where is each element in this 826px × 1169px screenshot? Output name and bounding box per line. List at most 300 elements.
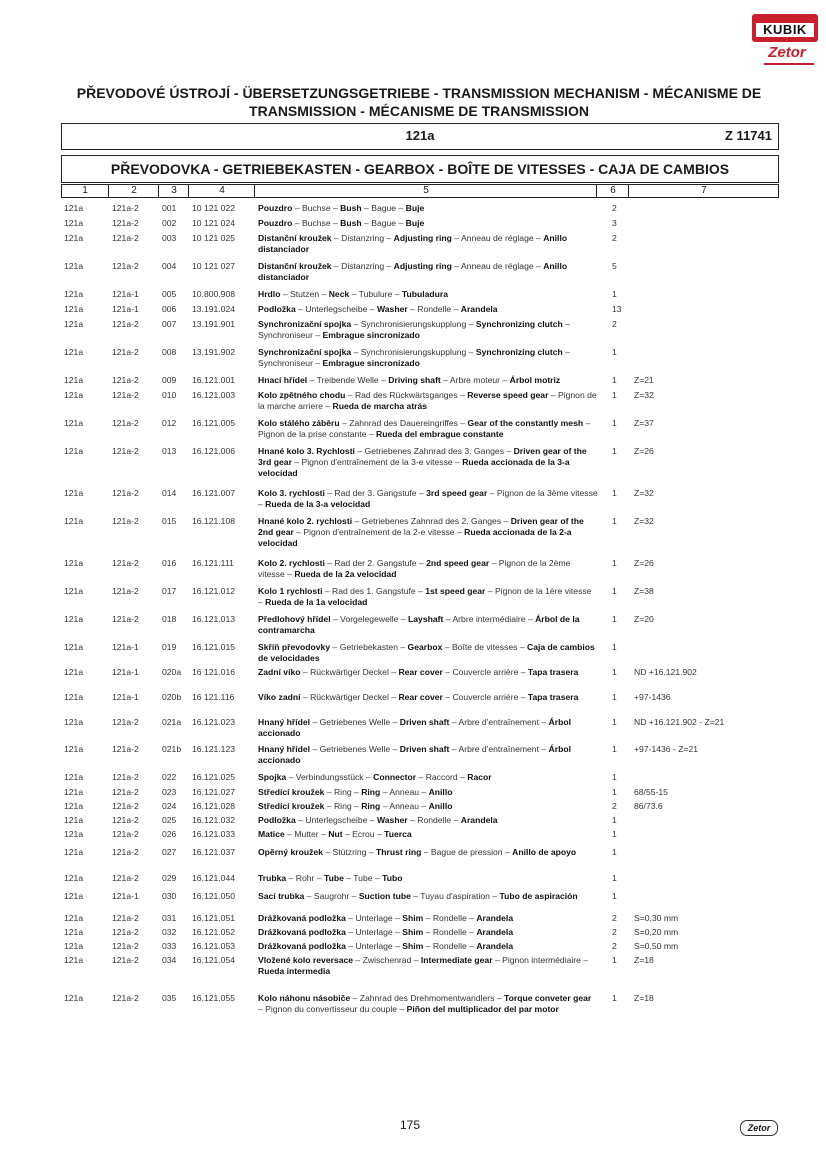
description-en: Shim xyxy=(402,941,424,951)
description-en: Reverse speed gear xyxy=(467,390,549,400)
description-es: Tapa trasera xyxy=(527,692,579,702)
description-fr: Pignon de la 3ème vitesse xyxy=(496,488,598,498)
cell-position: 017 xyxy=(162,586,177,596)
description-fr: Rondelle xyxy=(432,927,467,937)
cell-figure: 121a-2 xyxy=(112,801,139,811)
cell-description: Hnaný hřídel – Getriebenes Welle – Driven shaft – Arbre d'entraînement – Árbol accionado xyxy=(258,717,571,738)
logo-kubik-text: KUBIK xyxy=(756,23,814,37)
description-es: Tubuladura xyxy=(401,289,448,299)
description-es: Embrague sincronizado xyxy=(322,358,420,368)
cell-position: 021a xyxy=(162,717,182,727)
cell-group: 121a xyxy=(64,319,84,329)
description-cz: Matice xyxy=(258,829,285,839)
description-fr: Arbre d'entraînement xyxy=(458,744,539,754)
cell-position: 004 xyxy=(162,261,177,271)
cell-part-number: 16.121.023 xyxy=(192,717,236,727)
cell-quantity: 1 xyxy=(612,390,617,400)
description-cz: Kolo 3. rychlosti xyxy=(258,488,325,498)
cell-position: 007 xyxy=(162,319,177,329)
description-es: Rueda accionada de la 2-a velocidad xyxy=(258,527,572,548)
cell-note: Z=32 xyxy=(634,488,654,498)
cell-quantity: 1 xyxy=(612,586,617,596)
description-cz: Podložka xyxy=(258,815,296,825)
description-de: Treibende Welle xyxy=(316,375,379,385)
description-es: Tapa trasera xyxy=(527,667,579,677)
cell-note: S=0,30 mm xyxy=(634,913,679,923)
cell-quantity: 1 xyxy=(612,446,617,456)
description-cz: Předlohový hřídel xyxy=(258,614,331,624)
cell-part-number: 16.121.025 xyxy=(192,772,236,782)
description-cz: Víko zadní xyxy=(258,692,301,702)
cell-figure: 121a-2 xyxy=(112,347,139,357)
cell-quantity: 1 xyxy=(612,829,617,839)
column-header: 4 xyxy=(188,185,255,197)
footer-zetor-logo: Zetor xyxy=(740,1120,778,1136)
cell-position: 032 xyxy=(162,927,177,937)
cell-group: 121a xyxy=(64,772,84,782)
cell-position: 035 xyxy=(162,993,177,1003)
description-fr: Ecrou xyxy=(352,829,375,839)
cell-note: S=0,20 mm xyxy=(634,927,679,937)
cell-group: 121a xyxy=(64,390,84,400)
description-fr: Tubulure xyxy=(358,289,393,299)
cell-quantity: 1 xyxy=(612,614,617,624)
cell-description: Spojka – Verbindungsstück – Connector – Raccord – Racor xyxy=(258,772,492,782)
description-es: Rueda intermedia xyxy=(258,966,331,976)
description-de: Buchse xyxy=(301,218,331,228)
description-cz: Hrdlo xyxy=(258,289,281,299)
cell-figure: 121a-2 xyxy=(112,913,139,923)
cell-group: 121a xyxy=(64,847,84,857)
cell-position: 001 xyxy=(162,203,177,213)
cell-description: Sací trubka – Saugrohr – Suction tube – Tuyau d'aspiration – Tubo de aspiración xyxy=(258,891,578,901)
cell-group: 121a xyxy=(64,218,84,228)
cell-description: Trubka – Rohr – Tube – Tube – Tubo xyxy=(258,873,403,883)
cell-quantity: 1 xyxy=(612,642,617,652)
description-fr: Synchroniseur xyxy=(258,358,313,368)
description-en: Driven shaft xyxy=(399,717,450,727)
cell-description: Středící kroužek – Ring – Ring – Anneau – Anillo xyxy=(258,787,453,797)
cell-figure: 121a-1 xyxy=(112,891,139,901)
column-header: 2 xyxy=(108,185,159,197)
cell-note: ND +16.121.902 - Z=21 xyxy=(634,717,725,727)
description-es: Anillo distanciador xyxy=(258,233,568,254)
cell-note: Z=37 xyxy=(634,418,654,428)
description-en: Driven gear of the 2nd gear xyxy=(258,516,584,537)
cell-group: 121a xyxy=(64,614,84,624)
cell-description: Drážkovaná podložka – Unterlage – Shim – Rondelle – Arandela xyxy=(258,941,514,951)
cell-group: 121a xyxy=(64,815,84,825)
description-es: Caja de cambios de velocidades xyxy=(258,642,595,663)
cell-quantity: 1 xyxy=(612,815,617,825)
cell-part-number: 16 121.116 xyxy=(192,692,235,702)
description-fr: Pignon du convertisseur du couple xyxy=(265,1004,398,1014)
cell-position: 031 xyxy=(162,913,177,923)
description-cz: Trubka xyxy=(258,873,287,883)
description-cz: Distanční kroužek xyxy=(258,233,332,243)
description-en: 2nd speed gear xyxy=(426,558,490,568)
description-fr: Raccord xyxy=(425,772,458,782)
description-en: Adjusting ring xyxy=(393,233,452,243)
description-de: Unterlegscheibe xyxy=(305,304,368,314)
cell-figure: 121a-2 xyxy=(112,203,139,213)
description-fr: Arbre intermédiaire xyxy=(452,614,526,624)
description-es: Rueda de marcha atrás xyxy=(332,401,428,411)
description-de: Rückwärtiger Deckel xyxy=(310,692,389,702)
cell-note: Z=38 xyxy=(634,586,654,596)
cell-part-number: 16.121.052 xyxy=(192,927,236,937)
description-cz: Pouzdro xyxy=(258,218,293,228)
cell-position: 013 xyxy=(162,446,177,456)
description-fr: Pignon de la prise constante xyxy=(258,429,367,439)
cell-group: 121a xyxy=(64,516,84,526)
cell-group: 121a xyxy=(64,941,84,951)
description-cz: Synchronizační spojka xyxy=(258,319,352,329)
cell-position: 027 xyxy=(162,847,177,857)
description-de: Rohr xyxy=(295,873,315,883)
cell-position: 023 xyxy=(162,787,177,797)
cell-group: 121a xyxy=(64,488,84,498)
cell-figure: 121a-2 xyxy=(112,558,139,568)
cell-group: 121a xyxy=(64,717,84,727)
subtitle-box xyxy=(61,155,779,183)
description-en: Nut xyxy=(328,829,343,839)
cell-figure: 121a-1 xyxy=(112,667,139,677)
logo-underline xyxy=(764,63,814,65)
description-es: Arandela xyxy=(460,304,498,314)
cell-part-number: 16.121.044 xyxy=(192,873,236,883)
cell-part-number: 16.121.054 xyxy=(192,955,236,965)
description-cz: Kolo 1 rychlosti xyxy=(258,586,323,596)
column-header-row xyxy=(61,184,779,198)
description-fr: Bague de pression xyxy=(430,847,503,857)
description-es: Arandela xyxy=(460,815,498,825)
cell-part-number: 16 121.016 xyxy=(192,667,236,677)
description-en: Suction tube xyxy=(358,891,411,901)
cell-quantity: 1 xyxy=(612,891,617,901)
cell-figure: 121a-2 xyxy=(112,586,139,596)
cell-note: Z=18 xyxy=(634,993,654,1003)
description-de: Ring xyxy=(333,801,352,811)
description-cz: Sací trubka xyxy=(258,891,305,901)
description-es: Anillo distanciador xyxy=(258,261,568,282)
description-cz: Distanční kroužek xyxy=(258,261,332,271)
description-es: Arandela xyxy=(476,941,514,951)
cell-description: Hnané kolo 2. rychlosti – Getriebenes Zahnrad des 2. Ganges – Driven gear of the 2nd gear – Pignon d'entraînement de la 2-e vitesse – Rueda accionada de la 2-a velocidad xyxy=(258,516,584,548)
description-de: Unterlage xyxy=(355,927,393,937)
description-es: Arandela xyxy=(476,927,514,937)
description-cz: Drážkovaná podložka xyxy=(258,913,346,923)
logo-zetor-text: Zetor xyxy=(768,44,806,61)
cell-figure: 121a-2 xyxy=(112,516,139,526)
description-fr: Rondelle xyxy=(432,913,467,923)
description-cz: Středící kroužek xyxy=(258,787,325,797)
cell-note: Z=26 xyxy=(634,446,654,456)
cell-group: 121a xyxy=(64,289,84,299)
cell-quantity: 2 xyxy=(612,913,617,923)
cell-quantity: 2 xyxy=(612,203,617,213)
cell-description: Pouzdro – Buchse – Bush – Bague – Buje xyxy=(258,218,425,228)
cell-figure: 121a-2 xyxy=(112,829,139,839)
description-fr: Rondelle xyxy=(432,941,467,951)
cell-description: Matice – Mutter – Nut – Ecrou – Tuerca xyxy=(258,829,412,839)
section-code: 121a xyxy=(405,128,435,143)
description-fr: Pignon de la 1ère vitesse xyxy=(494,586,592,596)
description-es: Buje xyxy=(405,203,425,213)
cell-position: 019 xyxy=(162,642,177,652)
description-en: Washer xyxy=(376,815,408,825)
cell-description: Skříň převodovky – Getriebekasten – Gearbox – Boîte de vitesses – Caja de cambios de velocidades xyxy=(258,642,595,663)
cell-figure: 121a-2 xyxy=(112,218,139,228)
description-en: Driven gear of the 3rd gear xyxy=(258,446,587,467)
description-cz: Opěrný kroužek xyxy=(258,847,323,857)
description-fr: Rondelle xyxy=(417,815,452,825)
cell-group: 121a xyxy=(64,829,84,839)
cell-position: 020a xyxy=(162,667,182,677)
cell-quantity: 1 xyxy=(612,516,617,526)
cell-description: Podložka – Unterlegscheibe – Washer – Rondelle – Arandela xyxy=(258,304,498,314)
cell-position: 030 xyxy=(162,891,177,901)
cell-description: Pouzdro – Buchse – Bush – Bague – Buje xyxy=(258,203,425,213)
cell-note: Z=21 xyxy=(634,375,654,385)
description-en: 1st speed gear xyxy=(425,586,486,596)
cell-part-number: 16.121.050 xyxy=(192,891,236,901)
cell-figure: 121a-2 xyxy=(112,787,139,797)
description-es: Embrague sincronizado xyxy=(322,330,420,340)
cell-part-number: 16.121.055 xyxy=(192,993,236,1003)
cell-position: 029 xyxy=(162,873,177,883)
description-cz: Středící kroužek xyxy=(258,801,325,811)
description-en: Shim xyxy=(402,927,424,937)
cell-figure: 121a-2 xyxy=(112,744,139,754)
cell-description: Víko zadní – Rückwärtiger Deckel – Rear cover – Couvercle arrière – Tapa trasera xyxy=(258,692,579,702)
description-cz: Vložené kolo reversace xyxy=(258,955,354,965)
description-cz: Kolo stálého záběru xyxy=(258,418,340,428)
cell-quantity: 1 xyxy=(612,692,617,702)
cell-part-number: 16.121.123 xyxy=(192,744,236,754)
description-de: Rad des Rückwärtsganges xyxy=(354,390,458,400)
cell-position: 010 xyxy=(162,390,177,400)
description-es: Rueda de la 2a velocidad xyxy=(294,569,397,579)
cell-position: 020b xyxy=(162,692,182,702)
cell-part-number: 16.121.012 xyxy=(192,586,236,596)
cell-figure: 121a-2 xyxy=(112,873,139,883)
cell-part-number: 16.121.015 xyxy=(192,642,236,652)
cell-position: 016 xyxy=(162,558,177,568)
cell-group: 121a xyxy=(64,446,84,456)
description-fr: Bague xyxy=(371,203,397,213)
cell-description: Podložka – Unterlegscheibe – Washer – Rondelle – Arandela xyxy=(258,815,498,825)
cell-note: Z=20 xyxy=(634,614,654,624)
description-fr: Tube xyxy=(353,873,373,883)
cell-description: Vložené kolo reversace – Zwischenrad – Intermediate gear – Pignon intermédiaire – Rueda intermedia xyxy=(258,955,589,976)
cell-quantity: 3 xyxy=(612,218,617,228)
description-fr: Pignon de la 2ème vitesse xyxy=(258,558,571,579)
cell-part-number: 16.121.051 xyxy=(192,913,236,923)
description-en: Rear cover xyxy=(398,692,443,702)
description-fr: Anneau de réglage xyxy=(461,261,534,271)
description-fr: Boîte de vitesses xyxy=(451,642,518,652)
cell-group: 121a xyxy=(64,955,84,965)
cell-group: 121a xyxy=(64,891,84,901)
cell-position: 021b xyxy=(162,744,182,754)
cell-quantity: 1 xyxy=(612,873,617,883)
cell-part-number: 10 121 022 xyxy=(192,203,236,213)
cell-part-number: 16.121.028 xyxy=(192,801,236,811)
cell-quantity: 1 xyxy=(612,289,617,299)
cell-group: 121a xyxy=(64,787,84,797)
description-cz: Synchronizační spojka xyxy=(258,347,352,357)
description-cz: Hnané kolo 3. Rychlosti xyxy=(258,446,355,456)
description-es: Anillo xyxy=(428,801,453,811)
cell-description: Synchronizační spojka – Synchronisierungskupplung – Synchronizing clutch – Synchroniseur – Embrague sincronizado xyxy=(258,347,570,368)
description-fr: Anneau xyxy=(389,801,420,811)
description-es: Rueda accionada de la 3-a velocidad xyxy=(258,457,570,478)
description-de: Zahnrad des Dauereingriffes xyxy=(349,418,458,428)
cell-part-number: 16.121.111 xyxy=(192,558,234,568)
description-es: Piñon del multiplicador del par motor xyxy=(406,1004,559,1014)
cell-group: 121a xyxy=(64,744,84,754)
page-title: PŘEVODOVÉ ÚSTROJÍ - ÜBERSETZUNGSGETRIEBE - TRANSMISSION MECHANISM - MÉCANISME DE TRANSMISSION - MÉCANISME DE TRANSMISSION xyxy=(76,85,762,119)
description-cz: Spojka xyxy=(258,772,287,782)
cell-group: 121a xyxy=(64,233,84,243)
description-de: Rad des 1. Gangstufe xyxy=(332,586,416,596)
description-fr: Pignon d'entraînement de la 3-e vitesse xyxy=(301,457,453,467)
cell-position: 034 xyxy=(162,955,177,965)
description-fr: Rondelle xyxy=(417,304,452,314)
description-cz: Hnané kolo 2. rychlosti xyxy=(258,516,353,526)
cell-group: 121a xyxy=(64,801,84,811)
description-de: Ring xyxy=(333,787,352,797)
description-es: Tuerca xyxy=(384,829,412,839)
column-header: 6 xyxy=(596,185,629,197)
cell-position: 009 xyxy=(162,375,177,385)
cell-note: Z=18 xyxy=(634,955,654,965)
cell-part-number: 16.121.108 xyxy=(192,516,236,526)
cell-group: 121a xyxy=(64,203,84,213)
cell-part-number: 16.121.032 xyxy=(192,815,236,825)
cell-quantity: 1 xyxy=(612,667,617,677)
cell-description: Opěrný kroužek – Stützring – Thrust ring – Bague de pression – Anillo de apoyo xyxy=(258,847,577,857)
cell-part-number: 13.191.901 xyxy=(192,319,236,329)
cell-part-number: 16.121.037 xyxy=(192,847,236,857)
description-cz: Hnaný hřídel xyxy=(258,744,311,754)
cell-description: Zadní víko – Rückwärtiger Deckel – Rear cover – Couvercle arrière – Tapa trasera xyxy=(258,667,579,677)
description-en: Layshaft xyxy=(408,614,444,624)
description-de: Saugrohr xyxy=(313,891,350,901)
description-en: Torque conveter gear xyxy=(503,993,592,1003)
cell-description: Kolo 1 rychlosti – Rad des 1. Gangstufe – 1st speed gear – Pignon de la 1ère vitesse – Rueda de la 1a velocidad xyxy=(258,586,592,607)
description-es: Arandela xyxy=(476,913,514,923)
description-fr: Arbre d'entraînement xyxy=(458,717,539,727)
cell-figure: 121a-2 xyxy=(112,847,139,857)
description-en: Synchronizing clutch xyxy=(475,347,563,357)
page-number: 175 xyxy=(399,1118,421,1132)
cell-description: Hrdlo – Stutzen – Neck – Tubulure – Tubuladura xyxy=(258,289,448,299)
cell-position: 012 xyxy=(162,418,177,428)
cell-figure: 121a-2 xyxy=(112,390,139,400)
description-fr: Bague xyxy=(371,218,397,228)
cell-position: 015 xyxy=(162,516,177,526)
description-de: Synchronisierungskupplung xyxy=(360,319,467,329)
cell-figure: 121a-2 xyxy=(112,319,139,329)
cell-quantity: 1 xyxy=(612,993,617,1003)
section-header-box xyxy=(61,123,779,150)
description-cz: Hnaný hřídel xyxy=(258,717,311,727)
description-fr: Synchroniseur xyxy=(258,330,313,340)
cell-note: Z=26 xyxy=(634,558,654,568)
cell-quantity: 1 xyxy=(612,717,617,727)
cell-quantity: 5 xyxy=(612,261,617,271)
description-de: Getriebenes Welle xyxy=(319,717,391,727)
description-es: Árbol motriz xyxy=(509,375,561,385)
cell-figure: 121a-1 xyxy=(112,692,139,702)
description-en: Gear of the constantly mesh xyxy=(467,418,584,428)
cell-part-number: 13.191.902 xyxy=(192,347,236,357)
cell-group: 121a xyxy=(64,304,84,314)
cell-description: Hnané kolo 3. Rychlosti – Getriebenes Zahnrad des 3. Ganges – Driven gear of the 3rd gear – Pignon d'entraînement de la 3-e vitesse – Rueda accionada de la 3-a velocidad xyxy=(258,446,587,478)
description-cz: Hnací hřídel xyxy=(258,375,308,385)
description-es: Racor xyxy=(467,772,492,782)
cell-part-number: 16.121.013 xyxy=(192,614,236,624)
description-en: Synchronizing clutch xyxy=(475,319,563,329)
cell-description: Středící kroužek – Ring – Ring – Anneau – Anillo xyxy=(258,801,453,811)
cell-quantity: 1 xyxy=(612,488,617,498)
description-en: Neck xyxy=(328,289,350,299)
cell-position: 008 xyxy=(162,347,177,357)
description-fr: Anneau de réglage xyxy=(461,233,534,243)
cell-part-number: 16.121.033 xyxy=(192,829,236,839)
description-de: Stutzen xyxy=(290,289,320,299)
description-de: Zwischenrad xyxy=(362,955,412,965)
description-es: Rueda del embrague constante xyxy=(376,429,504,439)
description-es: Árbol accionado xyxy=(258,744,571,765)
cell-description: Kolo zpětného chodu – Rad des Rückwärtsganges – Reverse speed gear – Pignon de la marche arriere – Rueda de marcha atrás xyxy=(258,390,597,411)
cell-position: 005 xyxy=(162,289,177,299)
subtitle: PŘEVODOVKA - GETRIEBEKASTEN - GEARBOX - BOÎTE DE VITESSES - CAJA DE CAMBIOS xyxy=(110,161,730,177)
cell-group: 121a xyxy=(64,873,84,883)
description-es: Rueda de la 1a velocidad xyxy=(265,597,368,607)
cell-quantity: 2 xyxy=(612,927,617,937)
cell-description: Kolo stálého záběru – Zahnrad des Dauereingriffes – Gear of the constantly mesh – Pignon de la prise constante – Rueda del embrague constante xyxy=(258,418,591,439)
description-fr: Anneau xyxy=(389,787,420,797)
description-de: Unterlage xyxy=(355,941,393,951)
cell-part-number: 13.191.024 xyxy=(192,304,236,314)
cell-figure: 121a-2 xyxy=(112,815,139,825)
column-header: 7 xyxy=(628,185,779,197)
description-en: Ring xyxy=(361,787,381,797)
cell-quantity: 1 xyxy=(612,847,617,857)
cell-figure: 121a-1 xyxy=(112,642,139,652)
cell-part-number: 16.121.007 xyxy=(192,488,236,498)
description-es: Anillo xyxy=(428,787,453,797)
cell-position: 014 xyxy=(162,488,177,498)
cell-part-number: 16.121.001 xyxy=(192,375,236,385)
description-fr: Couvercle arrière xyxy=(452,667,519,677)
cell-quantity: 2 xyxy=(612,941,617,951)
description-fr: Couvercle arrière xyxy=(452,692,519,702)
column-header: 5 xyxy=(254,185,597,197)
description-de: Unterlegscheibe xyxy=(305,815,368,825)
cell-note: 68/55-15 xyxy=(634,787,668,797)
description-cz: Kolo náhonu násobiče xyxy=(258,993,351,1003)
description-de: Distanzring xyxy=(341,261,385,271)
cell-quantity: 2 xyxy=(612,319,617,329)
description-en: Intermediate gear xyxy=(420,955,493,965)
cell-figure: 121a-2 xyxy=(112,261,139,271)
description-cz: Kolo 2. rychlosti xyxy=(258,558,325,568)
description-en: Tube xyxy=(323,873,344,883)
